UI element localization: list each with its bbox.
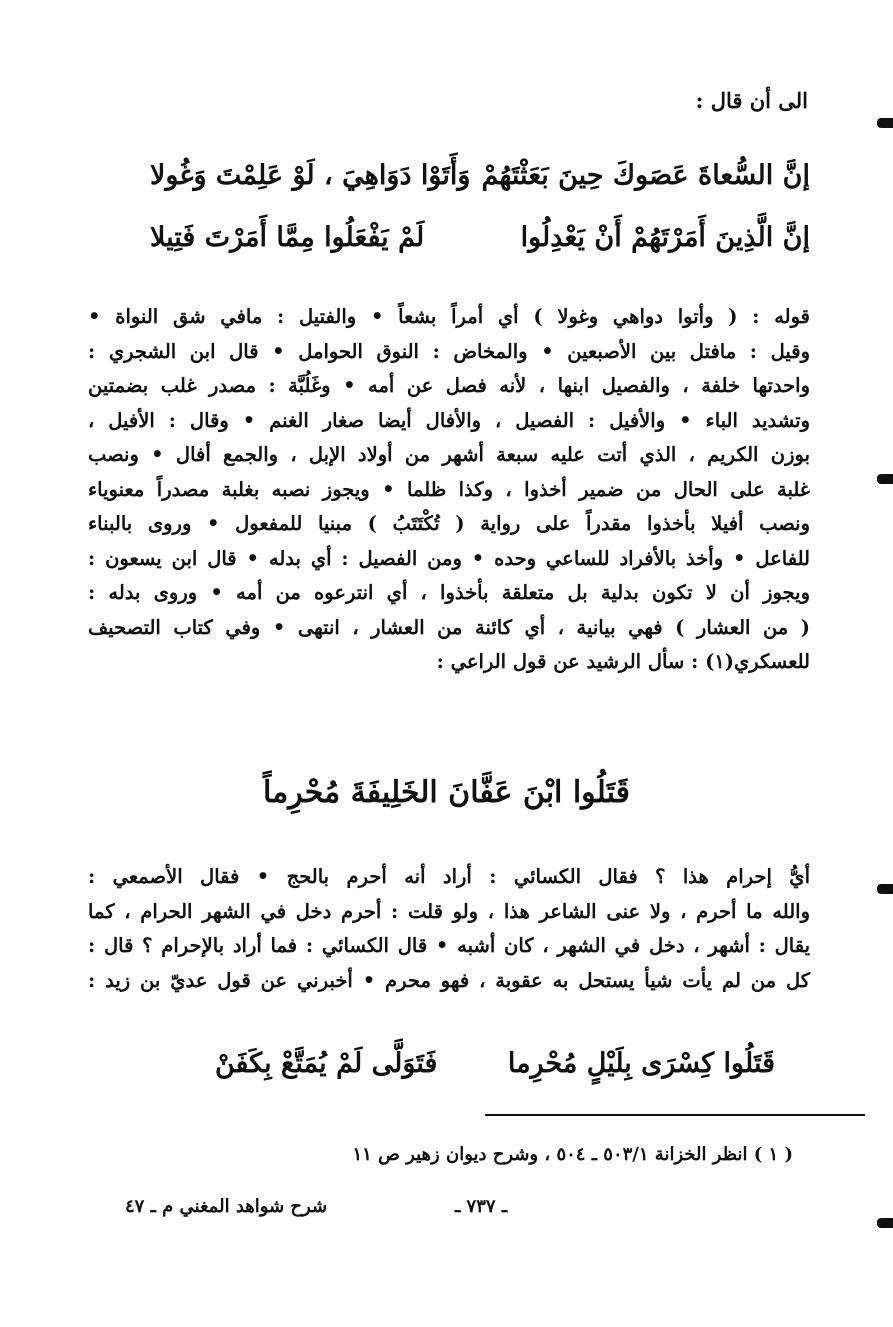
commentary-line: بوزن الكريم ، الذي أتت عليه سبعة أشهر من أولاد الإبل ، والجمع أفال • ونصب [88,443,810,466]
margin-mark [877,1218,893,1228]
commentary-line: ونصب أفيلا بأخذوا مقدراً على رواية ( تُكْتَتَبُ ) مبنيا للمفعول • وروى بالبناء [88,512,810,535]
footnote-divider [485,1114,865,1116]
verse-line-adi [215,1048,775,1092]
footnote: ( ١ ) انظر الخزانة ٥٠٣/١ ـ ٥٠٤ ، وشرح ديوان زهير ص ١١ [352,1144,793,1165]
book-reference: شرح شواهد المغني م ـ ٤٧ [125,1196,328,1217]
page-footer [125,1196,765,1226]
verse-2-second-hemistich: لَمْ يَفْعَلُوا مِمَّا أَمَرْتَ فَتِيلا [150,222,425,253]
commentary-paragraph-1 [88,300,810,680]
quoted-verse-rai: قَتَلُوا ابْنَ عَفَّانَ الخَلِيفَةَ مُحْرِماً [263,775,630,810]
margin-mark [877,474,893,484]
commentary-line: وتشديد الباء • والأفيل : الفصيل ، والأفال أيضا صغار الغنم • وقال : الأفيل ، [88,408,810,432]
commentary-line: ويجوز أن لا تكون بدلية بل متعلقة بأخذوا ، أي انترعوه من أمه • وروى بدله : [88,581,810,604]
commentary-line: كل من لم يأت شيأ يستحل به عقوبة ، فهو محرم • أخبرني عن قول عديّ بن زيد : [88,968,810,992]
verse-adi-second-hemistich: فَتَوَلَّى لَمْ يُمَتَّعْ بِكَفَنْ [215,1048,438,1079]
margin-mark [877,118,893,128]
verse-1-first-hemistich: إنَّ السُّعاةَ عَصَوكَ حِينَ بَعَثْتَهُمْ [481,160,810,191]
verse-line-1 [150,160,810,204]
commentary-line: قوله : ( وأتوا دواهي وغولا ) أي أمراً بشعاً • والفتيل : مافي شق النواة • [88,305,810,328]
verse-2-first-hemistich: إنَّ الَّذِينَ أَمَرْتَهُمْ أَنْ يَعْدِلُوا [520,222,810,253]
commentary-line: والله ما أحرم ، ولا عنى الشاعر هذا ، ولو قلت : أحرم دخل في الشهر الحرام ، كما [88,899,810,923]
commentary-line: للعسكري(١) : سأل الرشيد عن قول الراعي : [436,650,810,673]
margin-mark [877,884,893,894]
commentary-line: أيُّ إحرام هذا ؟ فقال الكسائي : أراد أنه أحرم بالحج • فقال الأصمعي : [88,865,810,888]
commentary-line: ( من العشار ) فهي بيانية ، أي كائنة من العشار ، انتهى • وفي كتاب التصحيف [88,615,810,639]
commentary-line: وقيل : مافتل بين الأصبعين • والمخاض : النوق الحوامل • قال ابن الشجري : [88,339,810,363]
verse-1-second-hemistich: وَأَتَوْا دَوَاهِيَ ، لَوْ عَلِمْتَ وَغُولا [150,160,471,191]
commentary-line: غلبة على الحال من ضمير أخذوا ، وكذا ظلما • ويجوز نصبه بغلبة مصدراً معنوياء [88,477,810,501]
intro-text: الى أن قال : [695,88,808,113]
commentary-line: واحدتها خلفة ، والفصيل ابنها ، لأنه فصل عن أمه • وغَلُبَّة : مصدر غلب بضمتين [88,374,810,397]
commentary-line: للفاعل • وأخذ بالأفراد للساعي وحده • ومن الفصيل : أي بدله • قال ابن يسعون : [88,546,810,570]
verse-line-2 [150,222,810,266]
commentary-line: يقال : أشهر ، دخل في الشهر ، كان أشبه • قال الكسائي : فما أراد بالإحرام ؟ قال : [88,934,810,957]
page-number: ـ ٧٣٧ ـ [455,1196,508,1217]
commentary-paragraph-2 [88,860,810,998]
verse-adi-first-hemistich: قَتَلُوا كِسْرَى بِلَيْلٍ مُحْرِما [507,1048,775,1079]
